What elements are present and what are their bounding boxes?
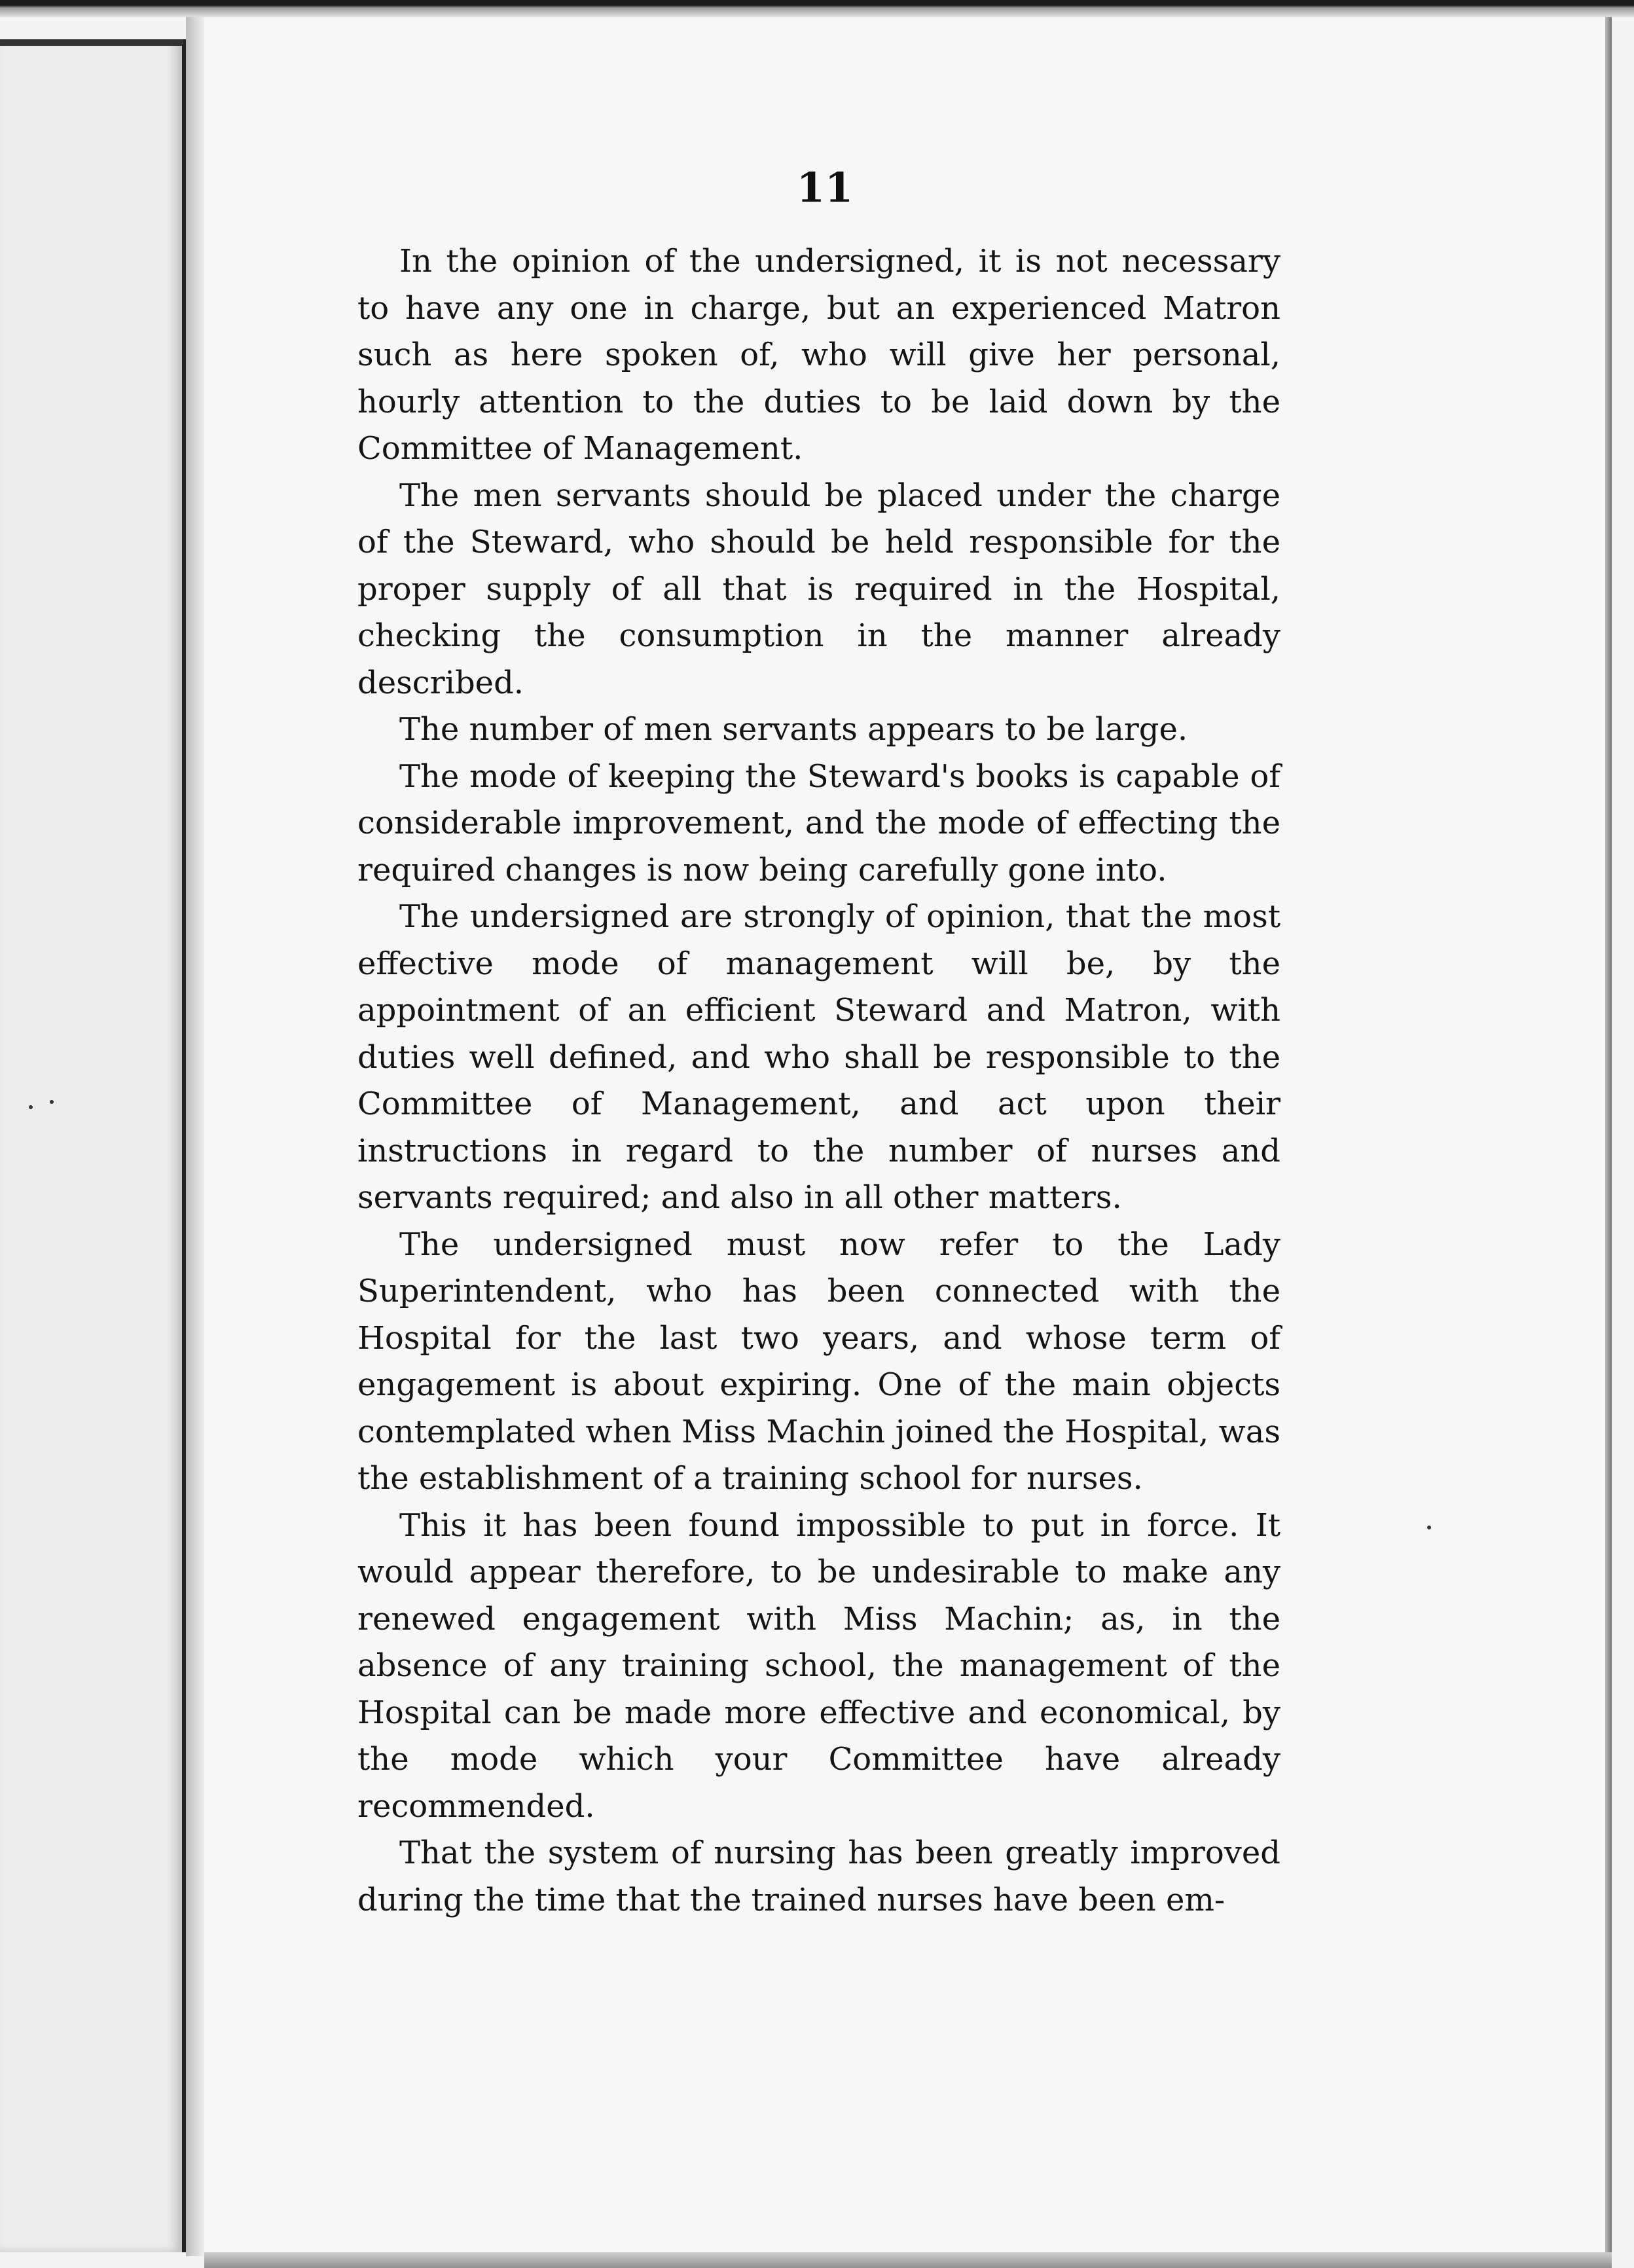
scan-speck: [29, 1105, 33, 1109]
paragraph: The mode of keeping the Steward's books is capable of considerable improvement, and the mode of effecting the required changes is now being carefully gone into.: [357, 758, 1280, 888]
page-bottom-edge: [204, 2252, 1612, 2268]
paragraph: The number of men servants appears to be large.: [399, 711, 1188, 748]
previous-page-edge: [0, 39, 186, 2252]
scan-speck: [50, 1100, 54, 1104]
page-number: 11: [796, 164, 854, 211]
body-text: [357, 238, 1280, 1924]
paragraph: The undersigned are strongly of opinion, that the most effective mode of management will be, by the appointment of an efficient Steward and Matron, with duties well defined, and who shall be responsible to the Committee of Management, and act upon their instructions in regard to the number of nurses and servants required; and also in all other matters.: [357, 898, 1280, 1216]
paragraph: The men servants should be placed under the charge of the Steward, who should be held responsible for the proper supply of all that is required in the Hospital, checking the consumption in the manner already described.: [357, 477, 1280, 701]
paragraph: The undersigned must now refer to the Lady Superintendent, who has been connected with the Hospital for the last two years, and whose term of engagement is about expiring. One of the main objects contemplated when Miss Machin joined the Hospital, was the establishment of a training school for nurses.: [357, 1226, 1280, 1497]
paragraph: That the system of nursing has been greatly improved during the time that the trained nurses have been em-: [357, 1835, 1280, 1918]
scan-speck: [1427, 1526, 1431, 1529]
paragraph: In the opinion of the undersigned, it is not necessary to have any one in charge, but an experienced Matron such as here spoken of, who will give her personal, hourly attention to the duties to be laid down by the Committee of Management.: [357, 243, 1280, 467]
paragraph: This it has been found impossible to put in force. It would appear therefore, to be undesirable to make any renewed engagement with Miss Machin; as, in the absence of any training school, the management of the Hospital can be made more effective and economical, by the mode which your Committee have already recommended.: [357, 1507, 1280, 1825]
page-right-edge: [1605, 17, 1612, 2256]
previous-page-top-border: [0, 39, 183, 46]
scan-top-edge: [0, 0, 1634, 17]
page-gutter: [186, 17, 204, 2256]
